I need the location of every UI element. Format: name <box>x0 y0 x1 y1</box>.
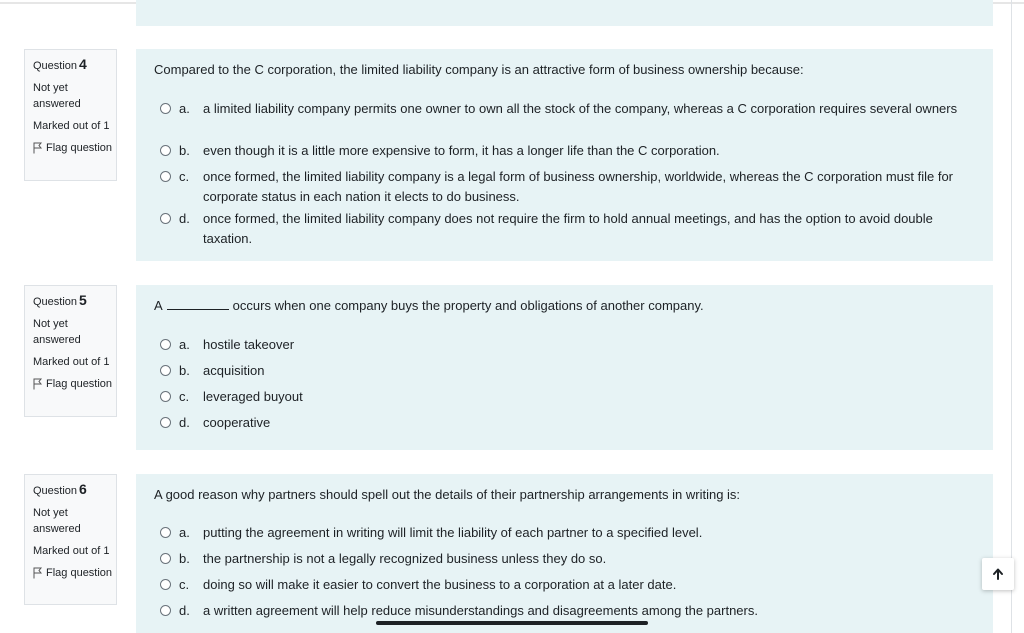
question-info: Question 5 Not yet answered Marked out of 1 Flag question <box>24 285 117 417</box>
flag-question-link[interactable] <box>33 140 116 156</box>
option-text: a limited liability company permits one owner to own all the stock of the company, whereas a C corporation requires several owners <box>203 101 958 116</box>
radio-button[interactable] <box>160 579 171 590</box>
radio-button[interactable] <box>160 145 171 156</box>
radio-button[interactable] <box>160 605 171 616</box>
answer-option[interactable] <box>160 361 973 381</box>
option-letter: d. <box>179 603 190 618</box>
back-to-top-button[interactable] <box>982 558 1014 590</box>
radio-button[interactable] <box>160 213 171 224</box>
question-formulation <box>136 285 993 450</box>
answer-option[interactable] <box>160 209 973 248</box>
option-text: the partnership is not a legally recognized business unless they do so. <box>203 551 607 566</box>
option-text: even though it is a little more expensive to form, it has a longer life than the C corporation. <box>203 143 720 158</box>
question-text: A good reason why partners should spell out the details of their partnership arrangements in writing is: <box>154 487 741 502</box>
flag-icon <box>33 567 43 579</box>
answer-option[interactable] <box>160 575 973 595</box>
option-letter: b. <box>179 551 190 566</box>
option-letter: a. <box>179 525 190 540</box>
radio-button[interactable] <box>160 553 171 564</box>
question-number: 6 <box>79 481 87 497</box>
question-state: Not yet answered <box>33 507 81 535</box>
radio-button[interactable] <box>160 417 171 428</box>
option-letter: a. <box>179 337 190 352</box>
question-grade: Marked out of 1 <box>33 120 110 132</box>
option-text: doing so will make it easier to convert the business to a corporation at a later date. <box>203 577 677 592</box>
answer-option[interactable] <box>160 141 973 161</box>
question-grade: Marked out of 1 <box>33 356 110 368</box>
fill-in-blank <box>167 297 229 310</box>
radio-button[interactable] <box>160 527 171 538</box>
question-text: Compared to the C corporation, the limited liability company is an attractive form of business ownership because: <box>154 62 804 77</box>
option-letter: a. <box>179 101 190 116</box>
radio-button[interactable] <box>160 103 171 114</box>
radio-button[interactable] <box>160 339 171 350</box>
option-letter: b. <box>179 143 190 158</box>
option-letter: d. <box>179 415 190 430</box>
question-number: 4 <box>79 56 87 72</box>
option-text: a written agreement will help reduce misunderstandings and disagreements among the partners. <box>203 603 758 618</box>
option-text: cooperative <box>203 415 271 430</box>
answer-option[interactable] <box>160 549 973 569</box>
option-text: hostile takeover <box>203 337 295 352</box>
answer-option[interactable] <box>160 335 973 355</box>
answer-option[interactable] <box>160 167 973 206</box>
option-text: once formed, the limited liability company is a legal form of business ownership, worldwide, whereas the C corporation must file for corporate status in each nation it elects to do business. <box>203 169 954 204</box>
answer-option[interactable] <box>160 99 973 119</box>
arrow-up-icon <box>992 568 1004 580</box>
option-text: acquisition <box>203 363 265 378</box>
option-text: once formed, the limited liability company does not require the firm to hold annual meetings, and has the option to avoid double taxation. <box>203 211 933 246</box>
option-letter: c. <box>179 577 190 592</box>
option-letter: c. <box>179 389 190 404</box>
answer-option[interactable] <box>160 523 973 543</box>
question-text: A occurs when one company buys the property and obligations of another company. <box>154 298 704 313</box>
flag-question-label: Flag question <box>46 378 113 390</box>
page-right-edge <box>1011 0 1012 633</box>
previous-question-panel <box>136 0 993 26</box>
option-text: leveraged buyout <box>203 389 303 404</box>
option-letter: c. <box>179 169 190 184</box>
radio-button[interactable] <box>160 391 171 402</box>
flag-icon <box>33 142 43 154</box>
question-state: Not yet answered <box>33 82 81 110</box>
radio-button[interactable] <box>160 365 171 376</box>
answer-option[interactable] <box>160 413 973 433</box>
question-grade: Marked out of 1 <box>33 545 110 557</box>
question-state: Not yet answered <box>33 318 81 346</box>
flag-question-link[interactable] <box>33 565 116 581</box>
question-info: Question 4 Not yet answered Marked out of 1 Flag question <box>24 49 117 181</box>
flag-question-label: Flag question <box>46 567 113 579</box>
option-letter: d. <box>179 211 190 226</box>
option-text: putting the agreement in writing will limit the liability of each partner to a specified level. <box>203 525 703 540</box>
question-formulation <box>136 474 993 633</box>
home-indicator-bar <box>376 621 648 625</box>
flag-question-label: Flag question <box>46 142 113 154</box>
flag-question-link[interactable] <box>33 376 116 392</box>
question-number: 5 <box>79 292 87 308</box>
question-info: Question 6 Not yet answered Marked out of 1 Flag question <box>24 474 117 605</box>
flag-icon <box>33 378 43 390</box>
radio-button[interactable] <box>160 171 171 182</box>
answer-option[interactable] <box>160 601 973 621</box>
answer-option[interactable] <box>160 387 973 407</box>
question-formulation <box>136 49 993 261</box>
option-letter: b. <box>179 363 190 378</box>
